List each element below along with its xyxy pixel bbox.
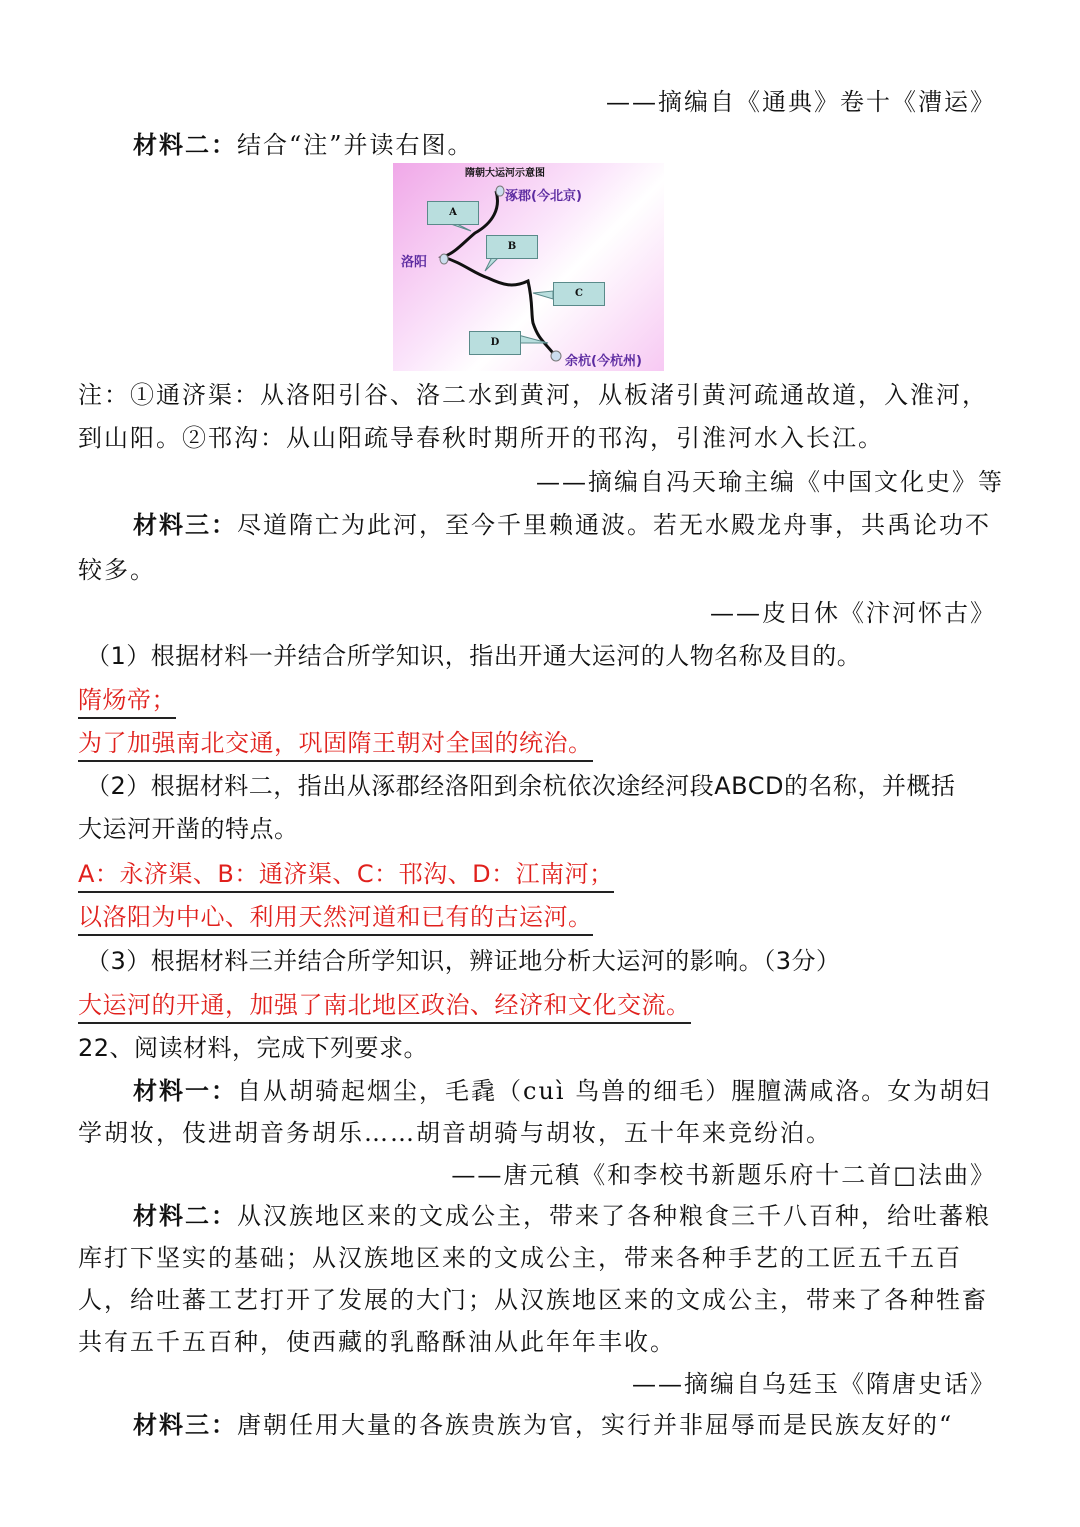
q22-material-one bbox=[133, 1075, 991, 1107]
material-text: 结合“注”并读右图。 bbox=[237, 131, 474, 159]
question-1: （1）根据材料一并结合所学知识，指出开通大运河的人物名称及目的。 bbox=[86, 642, 862, 670]
source-citation: ——摘编自冯天瑜主编《中国文化史》等 bbox=[536, 468, 1004, 496]
material-text: 库打下坚实的基础；从汉族地区来的文成公主，带来各种手艺的工匠五千五百 bbox=[78, 1244, 962, 1272]
material-text: 学胡妆，伎进胡音务胡乐……胡音胡骑与胡妆，五十年来竞纷泊。 bbox=[78, 1119, 832, 1147]
material-three bbox=[133, 509, 991, 541]
material-text: 共有五千五百种，使西藏的乳酪酥油从此年年丰收。 bbox=[78, 1328, 676, 1356]
material-text: 较多。 bbox=[78, 556, 156, 584]
material-two-intro bbox=[133, 129, 474, 161]
answer-3: 大运河的开通，加强了南北地区政治、经济和文化交流。 bbox=[78, 988, 691, 1024]
map-label-c: C bbox=[553, 282, 605, 306]
material-label: 材料三： bbox=[133, 511, 237, 539]
note-line: 到山阳。②邗沟：从山阳疏导春秋时期所开的邗沟，引淮河水入长江。 bbox=[78, 424, 884, 452]
q22-material-three bbox=[133, 1409, 953, 1441]
answer-1a: 隋炀帝； bbox=[78, 683, 176, 719]
source-citation: ——皮日休《汴河怀古》 bbox=[710, 599, 996, 627]
question-2: （2）根据材料二，指出从涿郡经洛阳到余杭依次途经河段ABCD的名称，并概括 bbox=[86, 772, 956, 800]
source-citation: ——摘编自《通典》卷十《漕运》 bbox=[606, 88, 996, 116]
source-citation: ——唐元稹《和李校书新题乐府十二首□法曲》 bbox=[451, 1161, 996, 1189]
answer-2b: 以洛阳为中心、利用天然河道和已有的古运河。 bbox=[78, 900, 593, 936]
map-label-a: A bbox=[427, 201, 479, 225]
material-text: 自从胡骑起烟尘，毛毳（cuì 鸟兽的细毛）腥膻满咸洛。女为胡妇 bbox=[237, 1077, 992, 1105]
q22-material-two bbox=[133, 1200, 991, 1232]
material-text: 人，给吐蕃工艺打开了发展的大门；从汉族地区来的文成公主，带来了各种牲畜 bbox=[78, 1286, 988, 1314]
answer-1b: 为了加强南北交通，巩固隋王朝对全国的统治。 bbox=[78, 726, 593, 762]
question-3: （3）根据材料三并结合所学知识，辨证地分析大运河的影响。（3分） bbox=[86, 947, 841, 975]
question-2-cont: 大运河开凿的特点。 bbox=[78, 815, 299, 843]
map-label-b: B bbox=[486, 235, 538, 259]
city-zhuojun: 涿郡(今北京) bbox=[505, 189, 582, 204]
material-label: 材料一： bbox=[133, 1077, 237, 1105]
material-text: 尽道隋亡为此河，至今千里赖通波。若无水殿龙舟事，共禹论功不 bbox=[237, 511, 991, 539]
answer-2a: A：永济渠、B：通济渠、C：邗沟、D：江南河； bbox=[78, 857, 614, 893]
map-title: 隋朝大运河示意图 bbox=[465, 168, 545, 179]
material-label: 材料三： bbox=[133, 1411, 237, 1439]
map-label-d: D bbox=[469, 331, 521, 355]
source-citation: ——摘编自乌廷玉《隋唐史话》 bbox=[632, 1370, 996, 1398]
city-luoyang: 洛阳 bbox=[401, 255, 428, 270]
material-label: 材料二： bbox=[133, 1202, 237, 1230]
material-label: 材料二： bbox=[133, 131, 237, 159]
city-yuhang: 余杭(今杭州) bbox=[565, 354, 642, 369]
material-text: 唐朝任用大量的各族贵族为官，实行并非屈辱而是民族友好的“ bbox=[237, 1411, 954, 1439]
question-22: 22、阅读材料，完成下列要求。 bbox=[78, 1034, 429, 1062]
note-line: 注：①通济渠：从洛阳引谷、洛二水到黄河，从板渚引黄河疏通故道，入淮河， bbox=[78, 381, 988, 409]
material-text: 从汉族地区来的文成公主，带来了各种粮食三千八百种，给吐蕃粮 bbox=[237, 1202, 991, 1230]
grand-canal-map bbox=[393, 163, 664, 371]
